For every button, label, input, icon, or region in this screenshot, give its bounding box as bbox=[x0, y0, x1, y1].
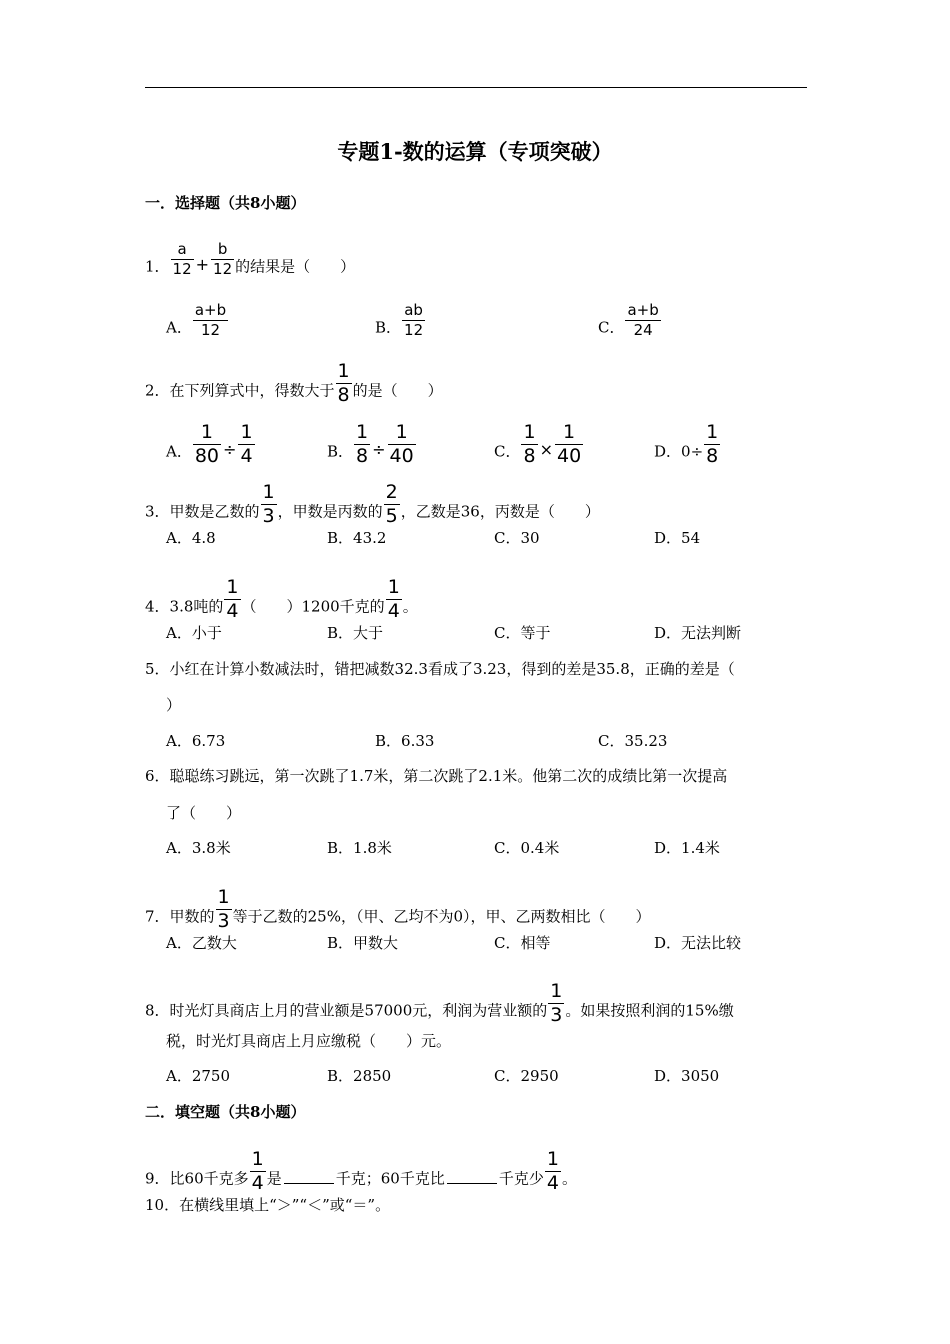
option-7a: A．乙数大 bbox=[166, 934, 237, 952]
fraction: $\frac{ab}{12}$ bbox=[404, 301, 424, 339]
question-7: 7．甲数的 $\frac{1}{3}$ 等于乙数的25%，（甲、乙均不为0），甲、乙两数相比（ ） bbox=[145, 886, 651, 932]
option-4a: A．小于 bbox=[166, 624, 222, 642]
option-3c: C．30 bbox=[494, 529, 540, 547]
question-6-cont: 了（ ） bbox=[166, 804, 242, 822]
option-7d: D．无法比较 bbox=[654, 934, 742, 952]
fraction: $\frac{1}{4}$ bbox=[251, 1148, 264, 1194]
question-5: 5．小红在计算小数减法时，错把减数32.3看成了3.23，得到的差是35.8，正确的差是（ bbox=[145, 660, 735, 678]
option-1a: A． $\frac{a+b}{12}$ bbox=[166, 301, 227, 339]
option-6a: A．3.8米 bbox=[166, 839, 231, 857]
option-5c: C．35.23 bbox=[598, 732, 668, 750]
option-5a: A．6.73 bbox=[166, 732, 226, 750]
fraction: $\frac{1}{8}$ bbox=[523, 421, 536, 467]
header-rule bbox=[145, 87, 807, 88]
fraction: $\frac{a}{12}$ bbox=[172, 240, 192, 278]
question-4: 4．3.8吨的 $\frac{1}{4}$ （ ）1200千克的 $\frac{1}{4}$ 。 bbox=[145, 576, 418, 622]
option-3b: B．43.2 bbox=[327, 529, 387, 547]
option-5b: B．6.33 bbox=[375, 732, 435, 750]
fraction: $\frac{1}{4}$ bbox=[226, 576, 239, 622]
section-fill-heading: 二．填空题（共8小题） bbox=[145, 1103, 306, 1121]
fraction: $\frac{a+b}{24}$ bbox=[627, 301, 659, 339]
option-3d: D．54 bbox=[654, 529, 701, 547]
question-8-cont: 税，时光灯具商店上月应缴税（ ）元。 bbox=[166, 1032, 452, 1050]
question-8: 8．时光灯具商店上月的营业额是57000元，利润为营业额的 $\frac{1}{3}$ 。如果按照利润的15%缴 bbox=[145, 980, 734, 1026]
question-10: 10．在横线里填上“＞”“＜”或“＝”。 bbox=[145, 1196, 391, 1214]
option-6d: D．1.4米 bbox=[654, 839, 720, 857]
option-2b: B． $\frac{1}{8}$ ÷ $\frac{1}{40}$ bbox=[327, 421, 414, 467]
option-4c: C．等于 bbox=[494, 624, 551, 642]
question-9: 9．比60千克多 $\frac{1}{4}$ 是 千克；60千克比 千克少 $\frac{1}{4}$ 。 bbox=[145, 1148, 577, 1194]
question-1: 1． $\frac{a}{12}$ + $\frac{b}{12}$ 的结果是（ ） bbox=[145, 240, 356, 278]
fraction: $\frac{1}{40}$ bbox=[556, 421, 582, 467]
option-1b: B． $\frac{ab}{12}$ bbox=[375, 301, 424, 339]
fraction: $\frac{1}{3}$ bbox=[262, 481, 275, 527]
option-8b: B．2850 bbox=[327, 1067, 392, 1085]
fraction: $\frac{1}{8}$ bbox=[337, 360, 350, 406]
fraction: $\frac{1}{4}$ bbox=[387, 576, 400, 622]
question-2: 2．在下列算式中，得数大于 $\frac{1}{8}$ 的是（ ） bbox=[145, 360, 443, 406]
option-2a: A． $\frac{1}{80}$ ÷ $\frac{1}{4}$ bbox=[166, 421, 253, 467]
option-2d: D．0÷ $\frac{1}{8}$ bbox=[654, 421, 719, 467]
page-title: 专题1-数的运算（专项突破） bbox=[337, 139, 613, 164]
fraction: $\frac{2}{5}$ bbox=[385, 481, 398, 527]
fraction: $\frac{1}{8}$ bbox=[706, 421, 719, 467]
answer-blank-1[interactable] bbox=[284, 1169, 334, 1184]
fraction: $\frac{1}{4}$ bbox=[546, 1148, 559, 1194]
option-3a: A．4.8 bbox=[166, 529, 216, 547]
option-4b: B．大于 bbox=[327, 624, 384, 642]
fraction: $\frac{a+b}{12}$ bbox=[194, 301, 227, 339]
option-6c: C．0.4米 bbox=[494, 839, 560, 857]
option-6b: B．1.8米 bbox=[327, 839, 392, 857]
answer-blank-2[interactable] bbox=[447, 1169, 497, 1184]
fraction: $\frac{1}{3}$ bbox=[550, 980, 563, 1026]
option-1c: C． $\frac{a+b}{24}$ bbox=[598, 301, 659, 339]
section-choice-heading: 一．选择题（共8小题） bbox=[145, 194, 306, 212]
option-2c: C． $\frac{1}{8}$ × $\frac{1}{40}$ bbox=[494, 421, 582, 467]
fraction: $\frac{1}{3}$ bbox=[217, 886, 230, 932]
fraction: $\frac{1}{80}$ bbox=[194, 421, 220, 467]
question-3: 3．甲数是乙数的 $\frac{1}{3}$ ，甲数是丙数的 $\frac{2}{5}$ ，乙数是36，丙数是（ ） bbox=[145, 481, 600, 527]
fraction: $\frac{1}{4}$ bbox=[240, 421, 253, 467]
fraction: $\frac{1}{8}$ bbox=[356, 421, 369, 467]
option-7b: B．甲数大 bbox=[327, 934, 399, 952]
option-7c: C．相等 bbox=[494, 934, 551, 952]
option-8d: D．3050 bbox=[654, 1067, 720, 1085]
fraction: $\frac{b}{12}$ bbox=[213, 240, 233, 278]
fraction: $\frac{1}{40}$ bbox=[389, 421, 414, 467]
question-5-cont: ） bbox=[166, 696, 182, 714]
option-8c: C．2950 bbox=[494, 1067, 559, 1085]
option-4d: D．无法判断 bbox=[654, 624, 742, 642]
option-8a: A．2750 bbox=[166, 1067, 231, 1085]
question-6: 6．聪聪练习跳远，第一次跳了1.7米，第二次跳了2.1米。他第二次的成绩比第一次提高 bbox=[145, 767, 728, 785]
